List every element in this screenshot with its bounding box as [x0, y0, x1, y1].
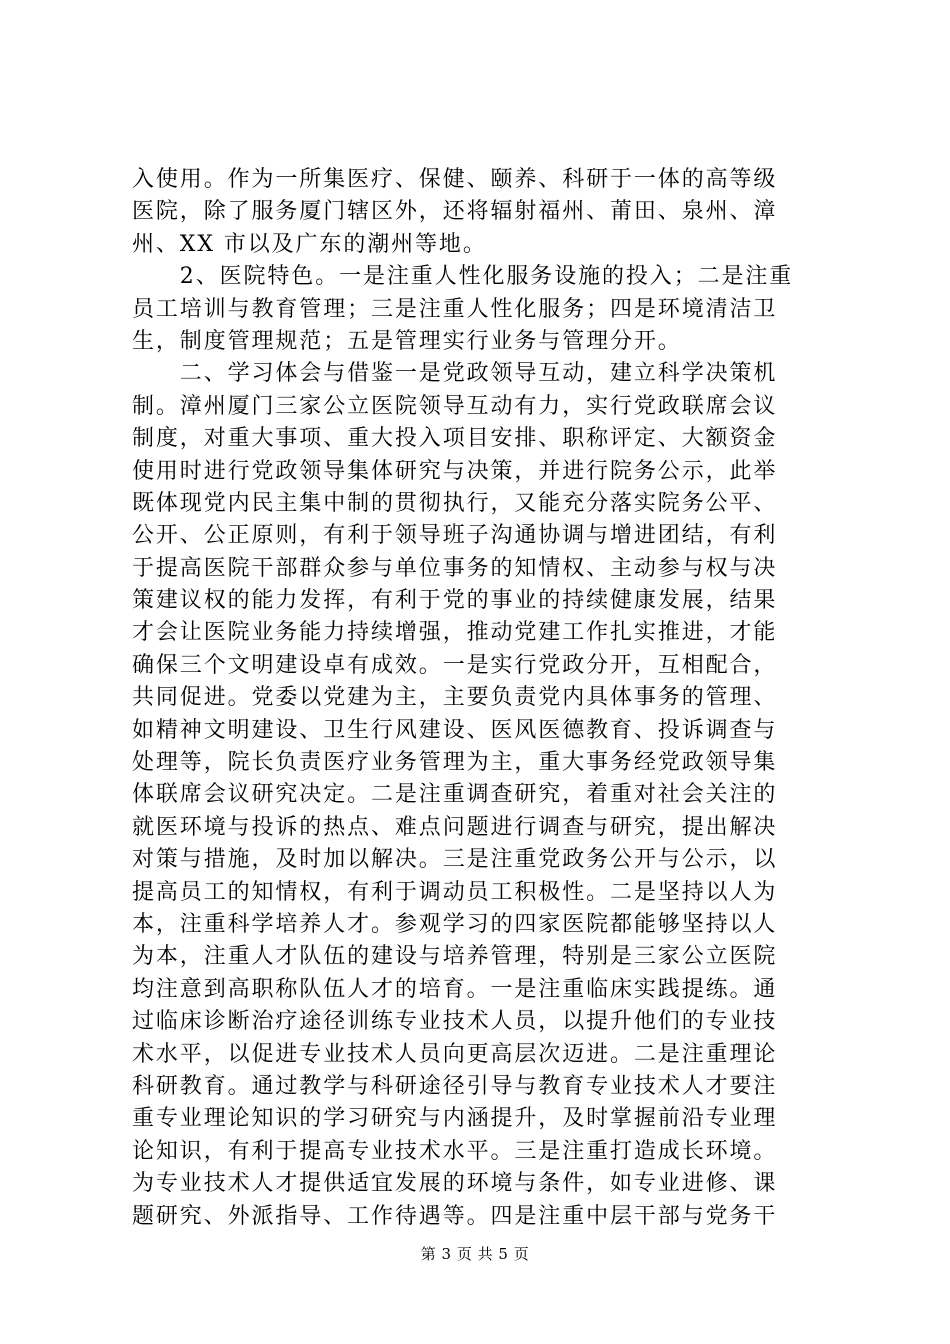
text-line: 提高员工的知情权，有利于调动员工积极性。二是坚持以人为 [132, 879, 778, 905]
text-line: 重专业理论知识的学习研究与内涵提升，及时掌握前沿专业理 [132, 1106, 778, 1132]
text-line: 题研究、外派指导、工作待遇等。四是注重中层干部与党务干 [132, 1203, 778, 1229]
text-line: 术水平，以促进专业技术人员向更高层次迈进。二是注重理论 [132, 1041, 778, 1067]
text-line: 过临床诊断治疗途径训练专业技术人员，以提升他们的专业技 [132, 1009, 778, 1035]
text-line: 二、学习体会与借鉴一是党政领导互动，建立科学决策机 [132, 361, 778, 387]
text-line: 制度，对重大事项、重大投入项目安排、职称评定、大额资金 [132, 426, 778, 452]
text-line: 才会让医院业务能力持续增强，推动党建工作扎实推进，才能 [132, 620, 778, 646]
text-line: 对策与措施，及时加以解决。三是注重党政务公开与公示，以 [132, 847, 778, 873]
text-line: 科研教育。通过教学与科研途径引导与教育专业技术人才要注 [132, 1073, 778, 1099]
text-line: 本，注重科学培养人才。参观学习的四家医院都能够坚持以人 [132, 911, 778, 937]
text-line: 制。漳州厦门三家公立医院领导互动有力，实行党政联席会议 [132, 393, 778, 419]
text-line: 共同促进。党委以党建为主，主要负责党内具体事务的管理、 [132, 685, 778, 711]
page-number-footer: 第 3 页 共 5 页 [420, 1245, 530, 1263]
text-line: 使用时进行党政领导集体研究与决策，并进行院务公示，此举 [132, 458, 778, 484]
text-line: 体联席会议研究决定。二是注重调查研究，着重对社会关注的 [132, 782, 778, 808]
text-line: 2、医院特色。一是注重人性化服务设施的投入；二是注重 [132, 264, 794, 290]
text-line: 既体现党内民主集中制的贯彻执行，又能充分落实院务公平、 [132, 490, 778, 516]
text-line: 如精神文明建设、卫生行风建设、医风医德教育、投诉调查与 [132, 717, 778, 743]
text-line: 州、XX 市以及广东的潮州等地。 [132, 231, 487, 257]
text-line: 入使用。作为一所集医疗、保健、颐养、科研于一体的高等级 [132, 167, 778, 192]
text-line: 员工培训与教育管理；三是注重人性化服务；四是环境清洁卫 [132, 296, 778, 322]
text-line: 处理等，院长负责医疗业务管理为主，重大事务经党政领导集 [132, 750, 778, 776]
text-line: 为本，注重人才队伍的建设与培养管理，特别是三家公立医院 [132, 944, 778, 970]
text-line: 策建议权的能力发挥，有利于党的事业的持续健康发展，结果 [132, 588, 778, 614]
text-line: 为专业技术人才提供适宜发展的环境与条件，如专业进修、课 [132, 1171, 778, 1197]
text-line: 确保三个文明建设卓有成效。一是实行党政分开，互相配合， [132, 652, 778, 678]
text-line: 均注意到高职称队伍人才的培育。一是注重临床实践提练。通 [132, 976, 778, 1002]
text-line: 医院，除了服务厦门辖区外，还将辐射福州、莆田、泉州、漳 [132, 199, 778, 225]
text-line: 生，制度管理规范；五是管理实行业务与管理分开。 [132, 328, 682, 354]
text-line: 于提高医院干部群众参与单位事务的知情权、主动参与权与决 [132, 555, 778, 581]
text-line: 就医环境与投诉的热点、难点问题进行调查与研究，提出解决 [132, 814, 778, 840]
text-line: 公开、公正原则，有利于领导班子沟通协调与增进团结，有利 [132, 523, 778, 549]
text-line: 论知识，有利于提高专业技术水平。三是注重打造成长环境。 [132, 1138, 778, 1164]
document-body [132, 164, 824, 1233]
